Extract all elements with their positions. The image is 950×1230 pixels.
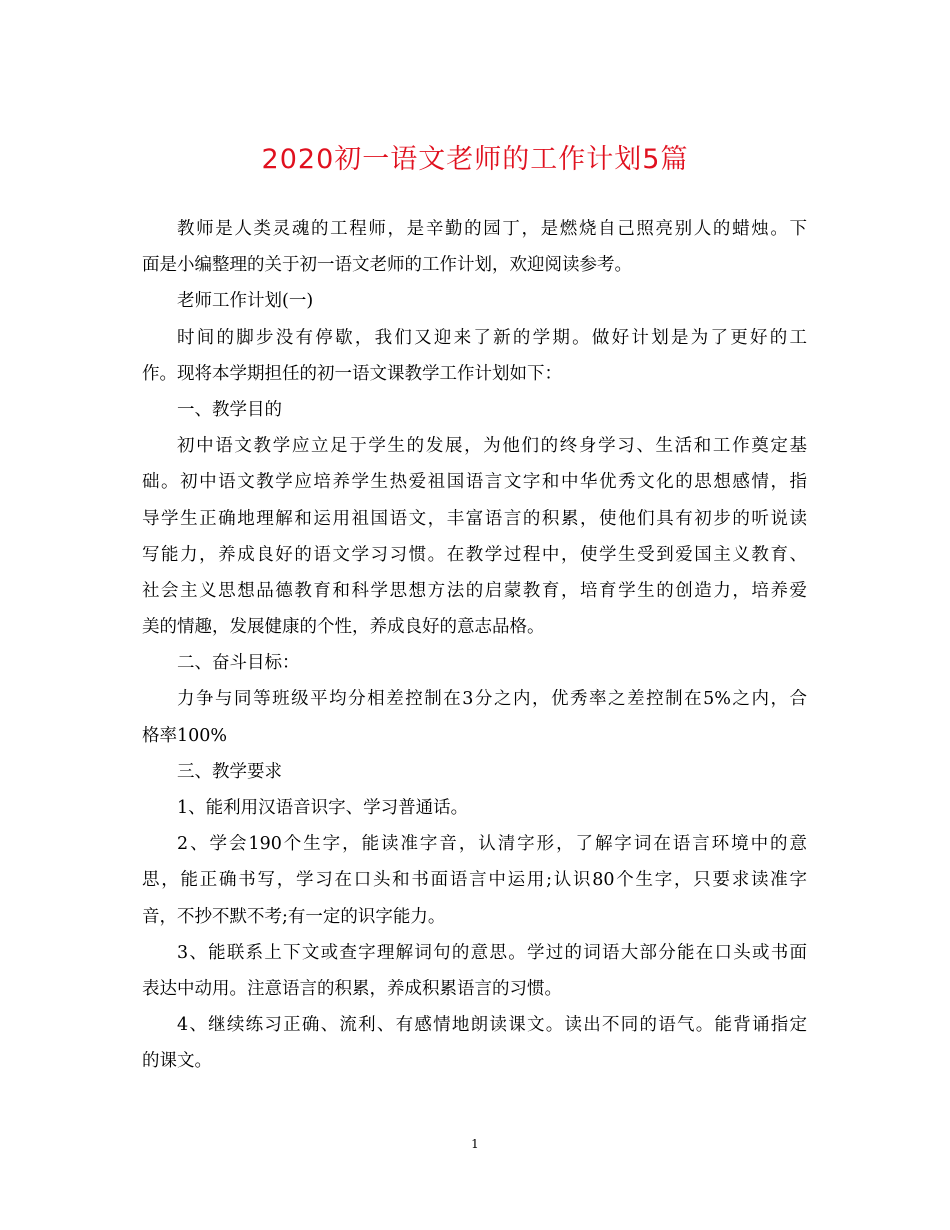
- paragraph-line: 音，不抄不默不考;有一定的识字能力。: [142, 906, 446, 927]
- list-item: 1、能利用汉语音识字、学习普通话。: [177, 798, 469, 818]
- paragraph-line: 力争与同等班级平均分相差控制在3分之内，优秀率之差控制在5%之内，合: [177, 689, 807, 710]
- section-heading: 一、教学目的: [177, 399, 282, 420]
- section-heading: 二、奋斗目标：: [177, 653, 300, 674]
- list-item: 2、学会190个生字，能读准字音，认清字形，了解字词在语言环境中的意: [177, 834, 807, 855]
- document-title: 2020初一语文老师的工作计划5篇: [261, 144, 689, 175]
- paragraph-line: 写能力，养成良好的语文学习习惯。在教学过程中，使学生受到爱国主义教育、: [142, 544, 807, 565]
- list-item: 3、能联系上下文或查字理解词句的意思。学过的词语大部分能在口头或书面: [177, 942, 807, 963]
- paragraph-line: 作。现将本学期担任的初一语文课教学工作计划如下：: [142, 363, 562, 384]
- paragraph-line: 格率100%: [142, 725, 228, 746]
- paragraph-line: 的课文。: [142, 1051, 212, 1072]
- paragraph-line: 表达中动用。注意语言的积累，养成积累语言的习惯。: [142, 978, 562, 999]
- document-body: [142, 211, 807, 1080]
- list-item: 4、继续练习正确、流利、有感情地朗读课文。读出不同的语气。能背诵指定: [177, 1015, 807, 1036]
- paragraph-line: 导学生正确地理解和运用祖国语文，丰富语言的积累，使他们具有初步的听说读: [142, 508, 807, 529]
- paragraph-line: 社会主义思想品德教育和科学思想方法的启蒙教育，培育学生的创造力，培养爱: [142, 580, 807, 601]
- paragraph-line: 时间的脚步没有停歇，我们又迎来了新的学期。做好计划是为了更好的工: [177, 327, 807, 348]
- paragraph-line: 思，能正确书写，学习在口头和书面语言中运用;认识80个生字，只要求读准字: [142, 870, 807, 891]
- paragraph-line: 教师是人类灵魂的工程师，是辛勤的园丁，是燃烧自己照亮别人的蜡烛。下: [177, 219, 807, 239]
- paragraph-line: 础。初中语文教学应培养学生热爱祖国语言文字和中华优秀文化的思想感情，指: [142, 472, 807, 493]
- section-heading: 老师工作计划(一): [177, 291, 314, 312]
- paragraph-line: 美的情趣，发展健康的个性，养成良好的意志品格。: [142, 617, 545, 638]
- paragraph-line: 面是小编整理的关于初一语文老师的工作计划，欢迎阅读参考。: [142, 255, 632, 276]
- section-heading: 三、教学要求: [177, 761, 282, 782]
- paragraph-line: 初中语文教学应立足于学生的发展，为他们的终身学习、生活和工作奠定基: [177, 436, 807, 457]
- page-number: 1: [471, 1137, 479, 1151]
